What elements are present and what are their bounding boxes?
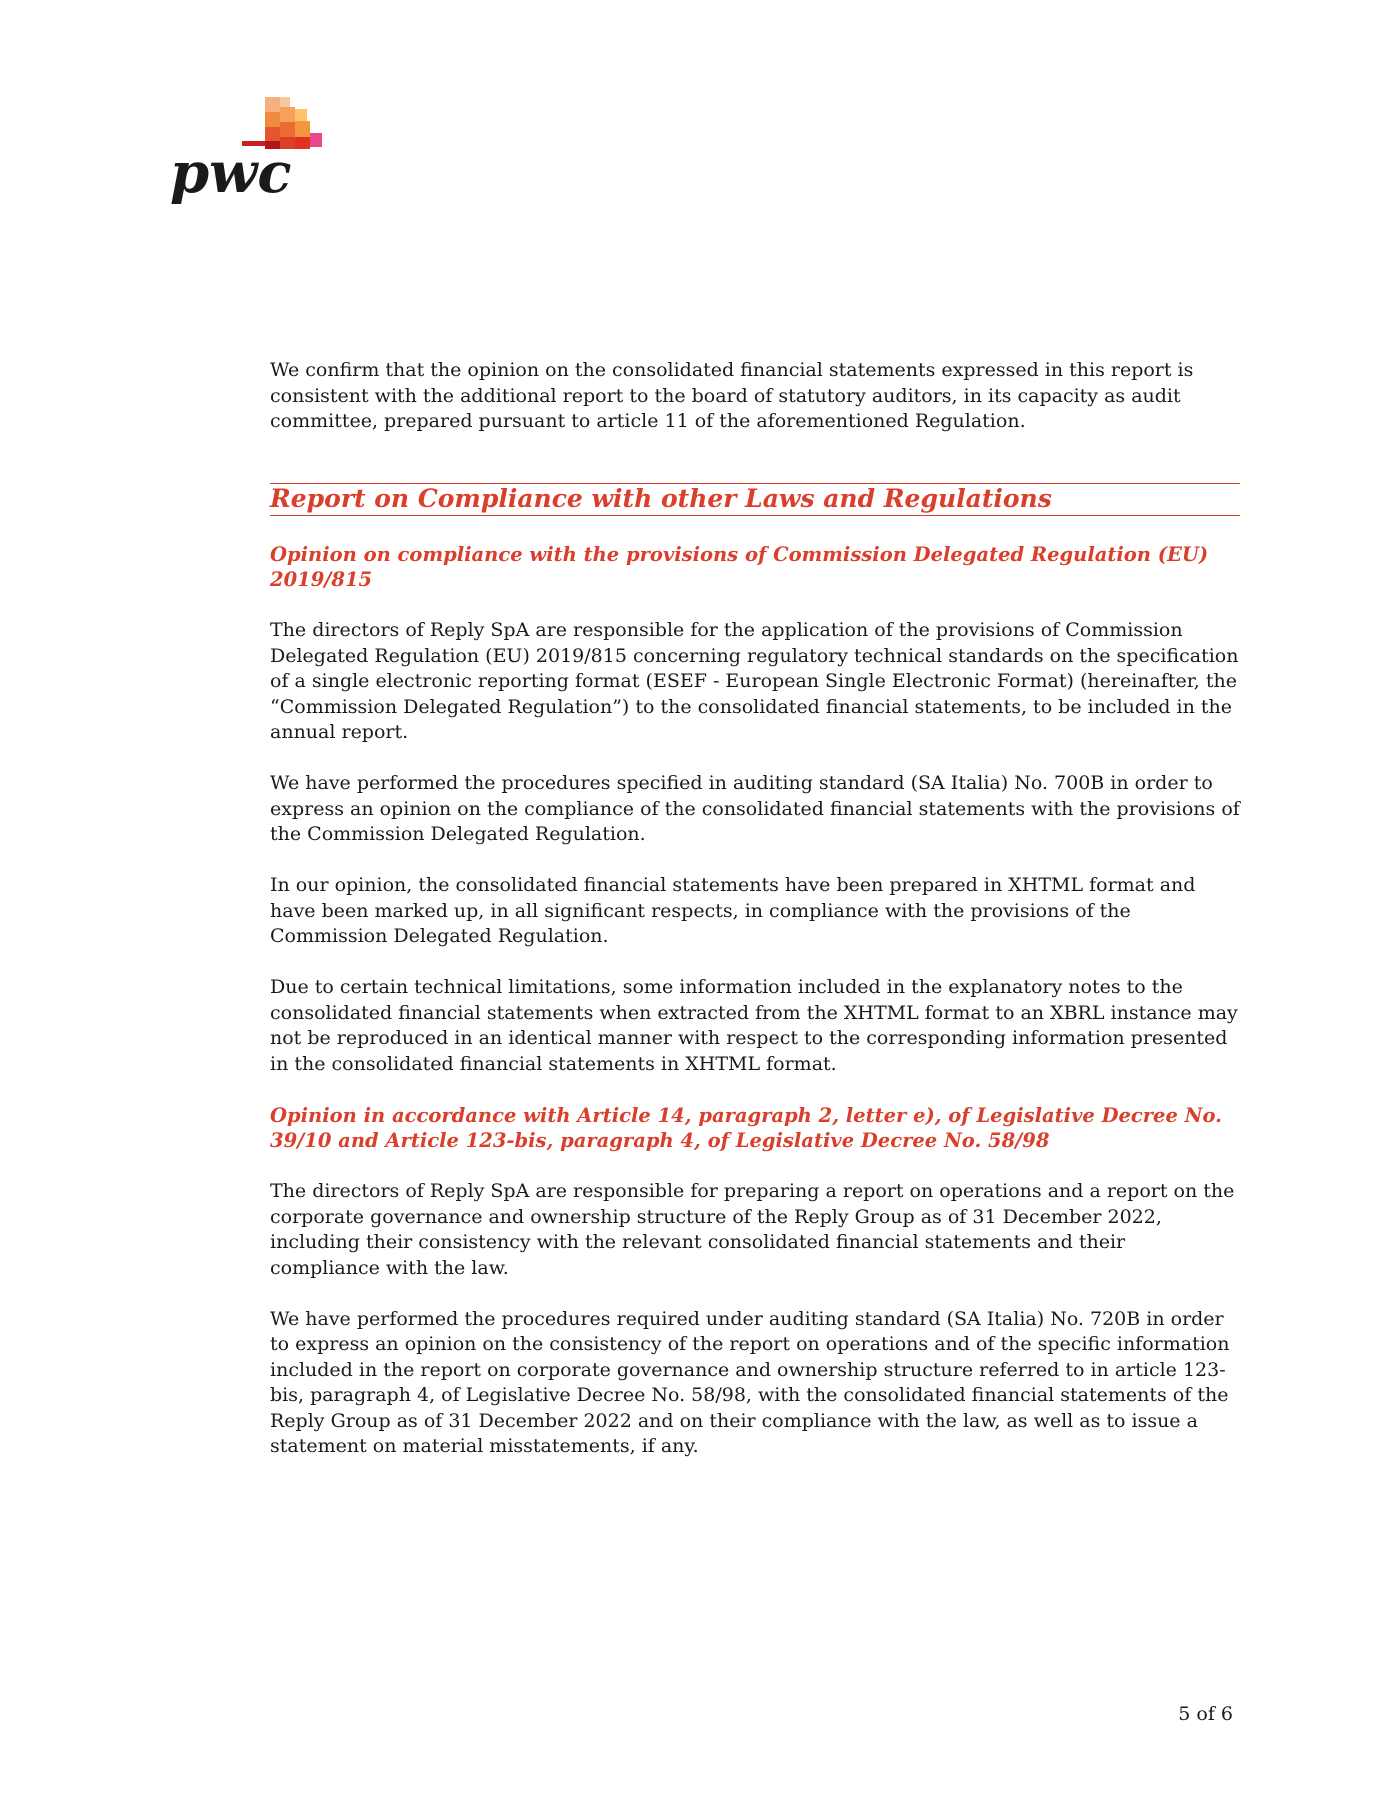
- report-body: [270, 358, 1240, 1460]
- esef-opinion-heading: Opinion on compliance with the provisions of Commission Delegated Regulation (EU) 2019/815: [270, 542, 1209, 591]
- page-number: 5 of 6: [1178, 1703, 1233, 1725]
- logo-wordmark: pwc: [170, 140, 292, 206]
- esef-paragraph-3: In our opinion, the consolidated financial statements have been prepared in XHTML format and have been marked up, in all significant respects, in compliance with the provisions of the Commission Delegated Regulation.: [270, 874, 1196, 947]
- esef-paragraph-4: Due to certain technical limitations, some information included in the explanatory notes to the consolidated financial statements when extracted from the XHTML format to an XBRL instance may not be reproduced in an identical manner with respect to the corresponding information presented in the consolidated financial statements in XHTML format.: [270, 976, 1238, 1075]
- article14-paragraph-1: The directors of Reply SpA are responsible for preparing a report on operations and a report on the corporate governance and ownership structure of the Reply Group as of 31 December 2022, including their consistency with the relevant consolidated financial statements and their compliance with the law.: [270, 1180, 1235, 1279]
- article14-paragraph-2: We have performed the procedures required under auditing standard (SA Italia) No. 720B in order to express an opinion on the consistency of the report on operations and of the specific information included in the report on corporate governance and ownership structure referred to in article 123-bis, paragraph 4, of Legislative Decree No. 58/98, with the consolidated financial statements of the Reply Group as of 31 December 2022 and on their compliance with the law, as well as to issue a statement on material misstatements, if any.: [270, 1307, 1230, 1457]
- intro-paragraph: We confirm that the opinion on the consolidated financial statements expressed in this report is consistent with the additional report to the board of statutory auditors, in its capacity as audit committee, prepared pursuant to article 11 of the aforementioned Regulation.: [270, 359, 1194, 432]
- article14-opinion-heading: Opinion in accordance with Article 14, paragraph 2, letter e), of Legislative Decree No. 39/10 and Article 123-bis, paragraph 4, of Legislative Decree No. 58/98: [270, 1103, 1222, 1152]
- esef-paragraph-2: We have performed the procedures specified in auditing standard (SA Italia) No. 700B in order to express an opinion on the compliance of the consolidated financial statements with the provisions of the Commission Delegated Regulation.: [270, 772, 1240, 845]
- pwc-logo-mark: [170, 95, 330, 215]
- pwc-logo: [170, 95, 330, 215]
- section-title: Report on Compliance with other Laws and Regulations: [270, 483, 1052, 513]
- section-header: [270, 483, 1240, 516]
- esef-paragraph-1: The directors of Reply SpA are responsible for the application of the provisions of Commission Delegated Regulation (EU) 2019/815 concerning regulatory technical standards on the specification of a single electronic reporting format (ESEF - European Single Electronic Format) (hereinafter, the “Commission Delegated Regulation”) to the consolidated financial statements, to be included in the annual report.: [270, 619, 1239, 743]
